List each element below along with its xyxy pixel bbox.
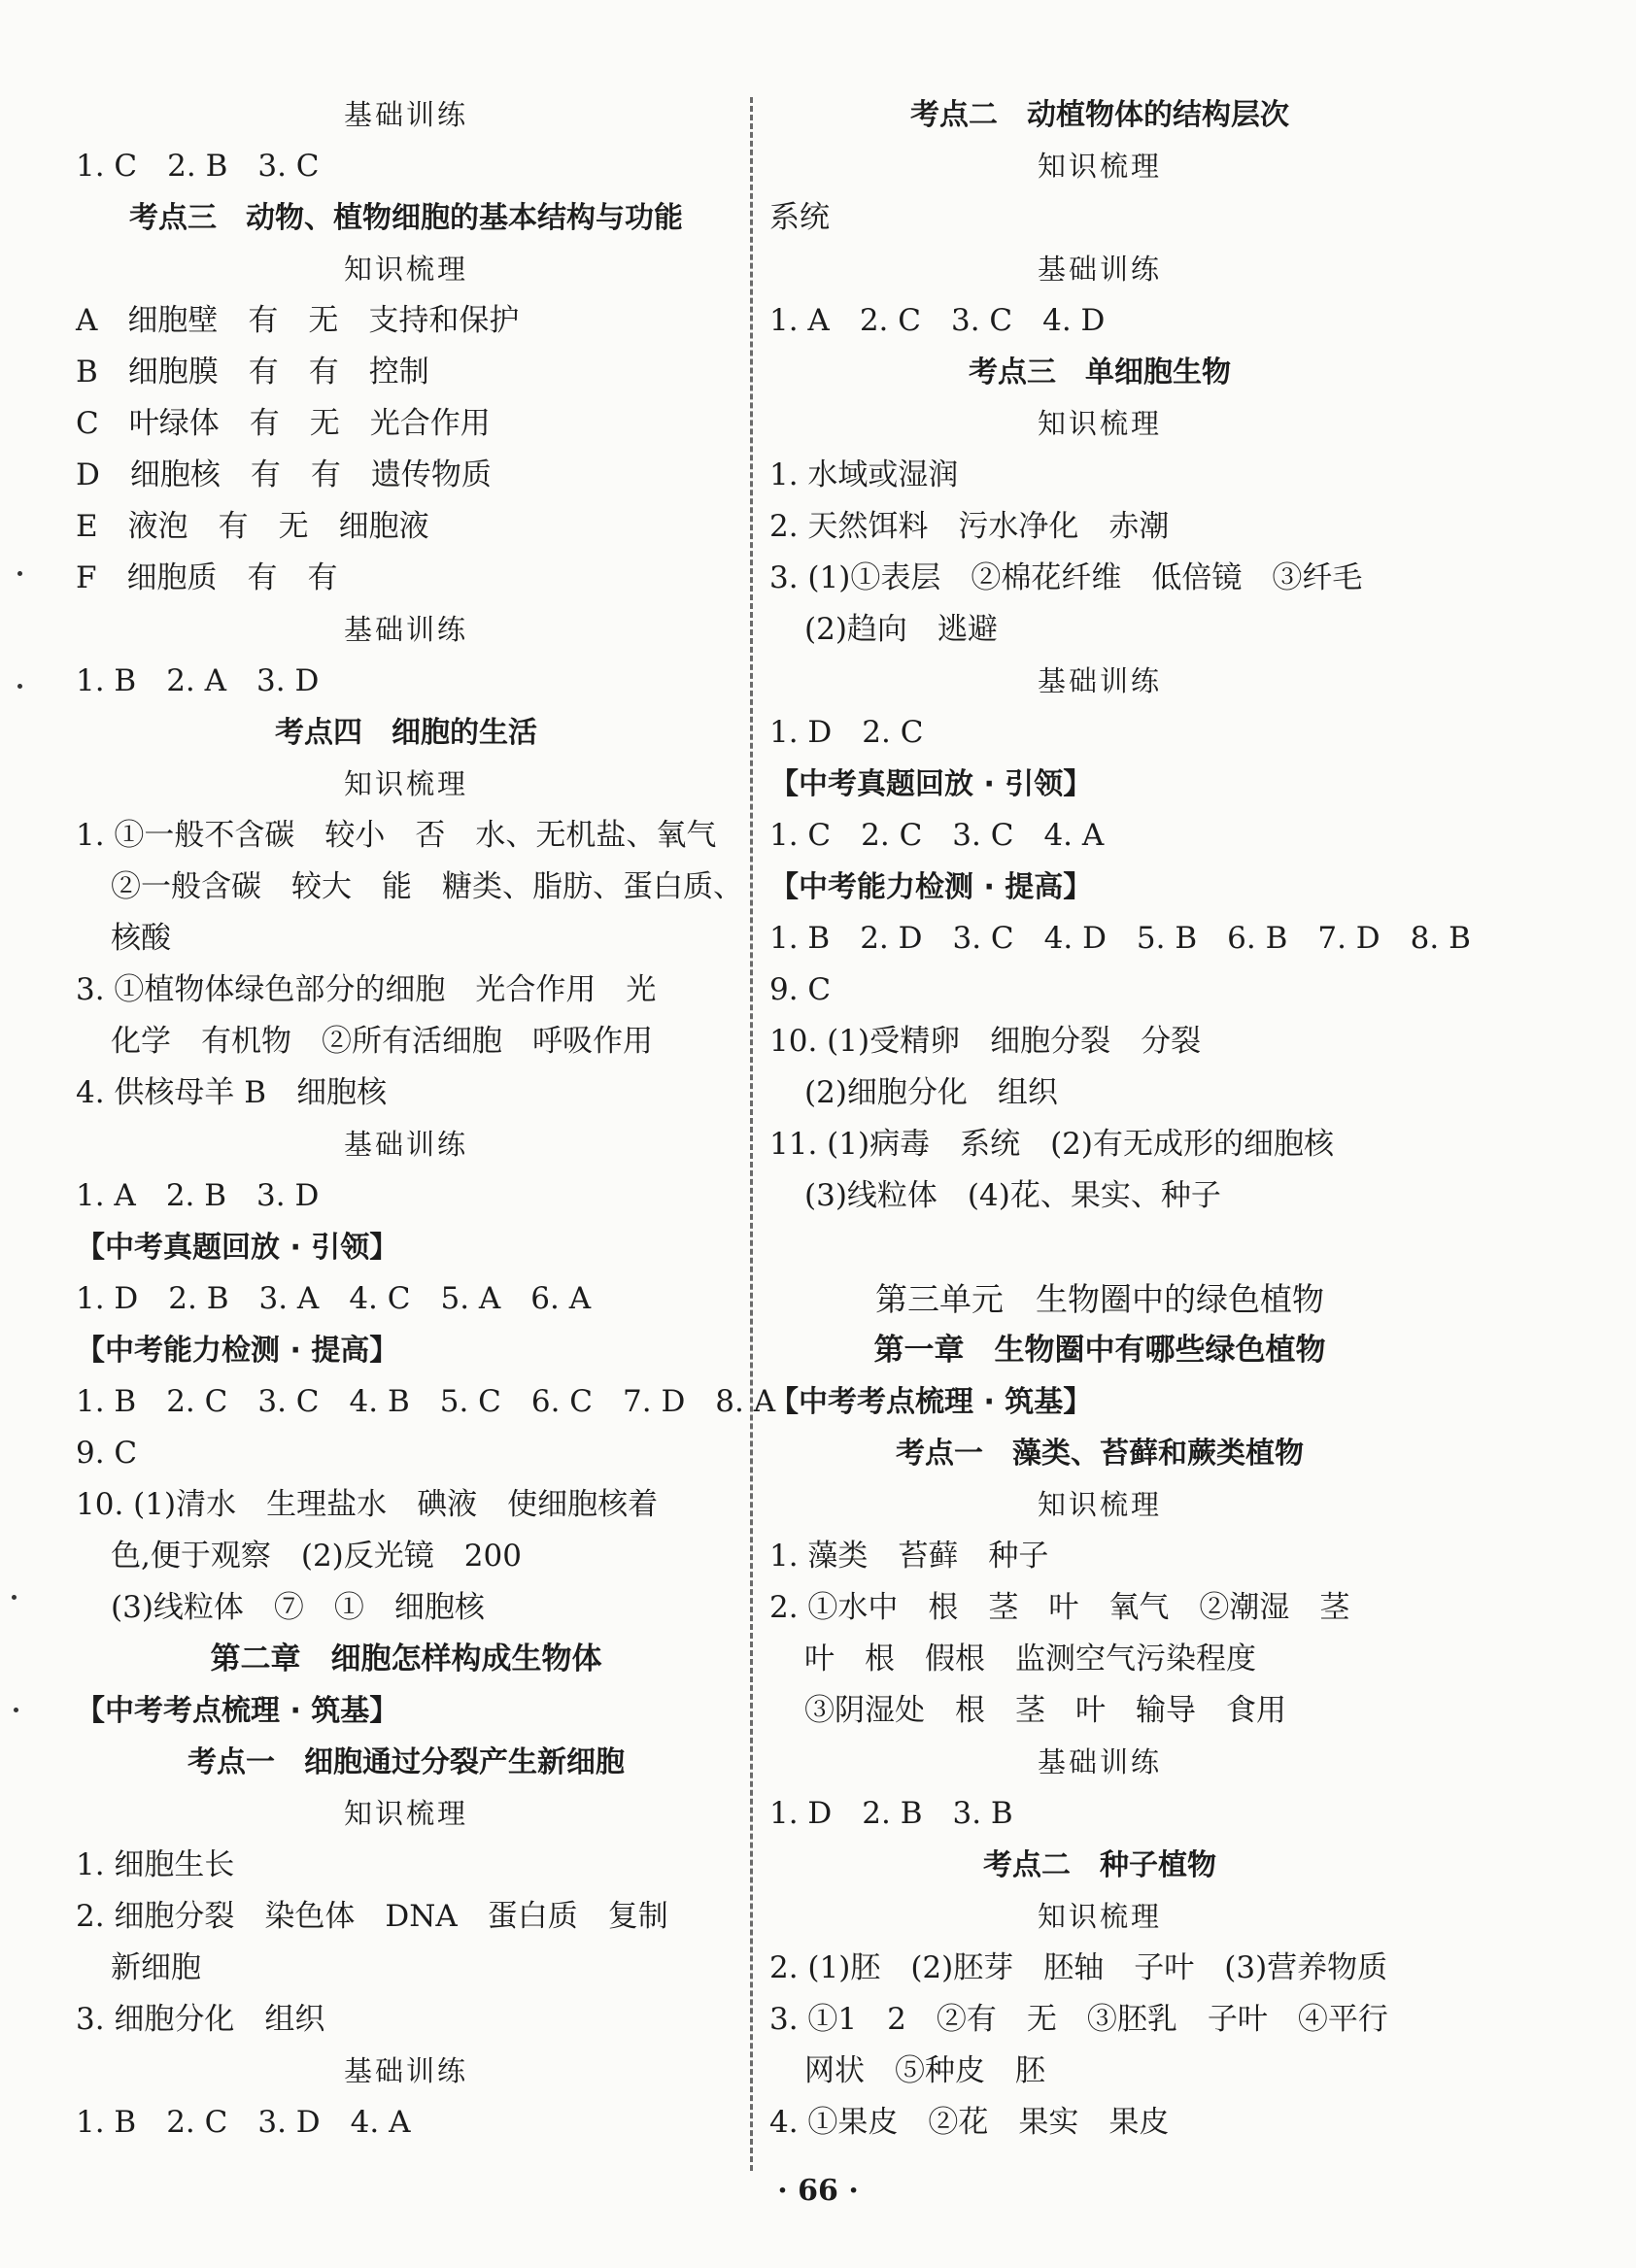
answer-line: 9. C [76,1436,138,1471]
section-subheading: 基础训练 [1037,664,1162,697]
answer-line: 1. 藻类 苔藓 种子 [769,1539,1049,1574]
answer-line: 2. ①水中 根 茎 叶 氧气 ②潮湿 茎 [769,1590,1350,1625]
answer-line: D 细胞核 有 有 遗传物质 [76,457,492,492]
answer-line: 1. 水域或湿润 [769,457,959,492]
speck [14,1708,18,1712]
bracket-heading: 【中考真题回放 · 引领】 [769,767,1093,801]
section-subheading: 基础训练 [343,98,468,131]
section-subheading: 知识梳理 [343,767,468,800]
topic-heading: 考点二 种子植物 [983,1848,1216,1882]
answer-line: 3. ①植物体绿色部分的细胞 光合作用 光 [76,972,657,1007]
section-subheading: 基础训练 [343,2054,468,2087]
bracket-heading: 【中考真题回放 · 引领】 [76,1231,399,1265]
section-subheading: 知识梳理 [1037,150,1162,183]
spacer [769,1222,1430,1273]
answer-line: 1. ①一般不含碳 较小 否 水、无机盐、氧气 [76,818,717,853]
left-column [76,89,776,2149]
answer-line: 3. 细胞分化 组织 [76,2002,325,2037]
unit-heading: 第三单元 生物圈中的绿色植物 [875,1280,1324,1318]
section-subheading: 基础训练 [343,1128,468,1161]
answer-line: F 细胞质 有 有 [76,560,338,595]
answer-line-continued: (3)线粒体 (4)花、果实、种子 [804,1178,1221,1213]
section-subheading: 知识梳理 [1037,1900,1162,1933]
answer-line: 1. A 2. B 3. D [76,1178,320,1213]
section-subheading: 基础训练 [343,613,468,646]
bracket-heading: 【中考能力检测 · 提高】 [76,1334,399,1368]
answer-line: 1. D 2. B 3. A 4. C 5. A 6. A [76,1281,592,1316]
bracket-heading: 【中考考点梳理 · 筑基】 [769,1385,1093,1419]
answer-line: 10. (1)清水 生理盐水 碘液 使细胞核着 [76,1487,659,1522]
section-subheading: 知识梳理 [343,253,468,286]
answer-line: 1. C 2. C 3. C 4. A [769,818,1105,853]
answer-line: 系统 [769,200,830,235]
section-subheading: 知识梳理 [343,1797,468,1830]
topic-heading: 考点四 细胞的生活 [275,716,537,750]
section-subheading: 知识梳理 [1037,1488,1162,1521]
right-column [769,89,1471,2149]
chapter-heading: 第一章 生物圈中有哪些绿色植物 [873,1333,1326,1368]
answer-line: 4. ①果皮 ②花 果实 果皮 [769,2105,1170,2140]
answer-line-continued: 新细胞 [111,1950,201,1985]
answer-line-continued: (2)细胞分化 组织 [804,1075,1058,1110]
answer-line: E 液泡 有 无 细胞液 [76,509,429,544]
section-subheading: 基础训练 [1037,1745,1162,1778]
topic-heading: 考点三 单细胞生物 [969,355,1231,389]
topic-heading: 考点一 细胞通过分裂产生新细胞 [187,1745,625,1779]
answer-line: 2. 细胞分裂 染色体 DNA 蛋白质 复制 [76,1899,668,1934]
topic-heading: 考点一 藻类、苔藓和蕨类植物 [896,1437,1304,1471]
answer-line: C 叶绿体 有 无 光合作用 [76,406,491,441]
answer-line-continued: ②一般含碳 较大 能 糖类、脂肪、蛋白质、 [111,869,743,904]
bracket-heading: 【中考能力检测 · 提高】 [769,870,1093,904]
answer-line: A 细胞壁 有 无 支持和保护 [76,303,520,338]
answer-line: 1. 细胞生长 [76,1847,235,1882]
answer-line: 1. B 2. C 3. C 4. B 5. C 6. C 7. D 8. A [76,1384,776,1419]
chapter-heading: 第二章 细胞怎样构成生物体 [210,1642,602,1676]
answer-line: B 细胞膜 有 有 控制 [76,355,429,389]
answer-line: 3. ①1 2 ②有 无 ③胚乳 子叶 ④平行 [769,2002,1388,2037]
answer-line: 10. (1)受精卵 细胞分裂 分裂 [769,1024,1202,1059]
answer-line: 1. D 2. B 3. B [769,1796,1013,1831]
answer-line-continued: 化学 有机物 ②所有活细胞 呼吸作用 [111,1024,653,1059]
answer-line: 9. C [769,972,832,1007]
page-number: · 66 · [777,2174,859,2208]
answer-line-continued: 色,便于观察 (2)反光镜 200 [111,1539,522,1574]
answer-line: 1. D 2. C [769,715,924,750]
answer-line: 11. (1)病毒 系统 (2)有无成形的细胞核 [769,1127,1334,1162]
section-subheading: 基础训练 [1037,253,1162,286]
bracket-heading: 【中考考点梳理 · 筑基】 [76,1694,399,1728]
answer-line-continued: 网状 ⑤种皮 胚 [804,2053,1045,2088]
topic-heading: 考点三 动物、植物细胞的基本结构与功能 [129,201,683,235]
answer-line: 1. B 2. A 3. D [76,663,320,698]
answer-line: 1. C 2. B 3. C [76,149,320,184]
speck [17,684,22,689]
answer-line-continued: (2)趋向 逃避 [804,612,998,647]
answer-line-continued: ③阴湿处 根 茎 叶 输导 食用 [804,1693,1286,1728]
answer-line: 1. A 2. C 3. C 4. D [769,303,1106,338]
answer-line: 1. B 2. C 3. D 4. A [76,2105,411,2140]
topic-heading: 考点二 动植物体的结构层次 [910,98,1289,132]
answer-line: 3. (1)①表层 ②棉花纤维 低倍镜 ③纤毛 [769,560,1363,595]
speck [12,1595,17,1600]
answer-line-continued: 叶 根 假根 监测空气污染程度 [804,1642,1256,1676]
answer-line-continued: 核酸 [111,921,171,956]
answer-line: 1. B 2. D 3. C 4. D 5. B 6. B 7. D 8. B [769,921,1471,956]
section-subheading: 知识梳理 [1037,407,1162,440]
answer-line: 2. (1)胚 (2)胚芽 胚轴 子叶 (3)营养物质 [769,1950,1388,1985]
answer-line-continued: (3)线粒体 ⑦ ① 细胞核 [111,1590,485,1625]
answer-line: 4. 供核母羊 B 细胞核 [76,1075,388,1110]
speck [17,571,22,576]
answer-line: 2. 天然饵料 污水净化 赤潮 [769,509,1170,544]
column-divider [750,97,753,2171]
